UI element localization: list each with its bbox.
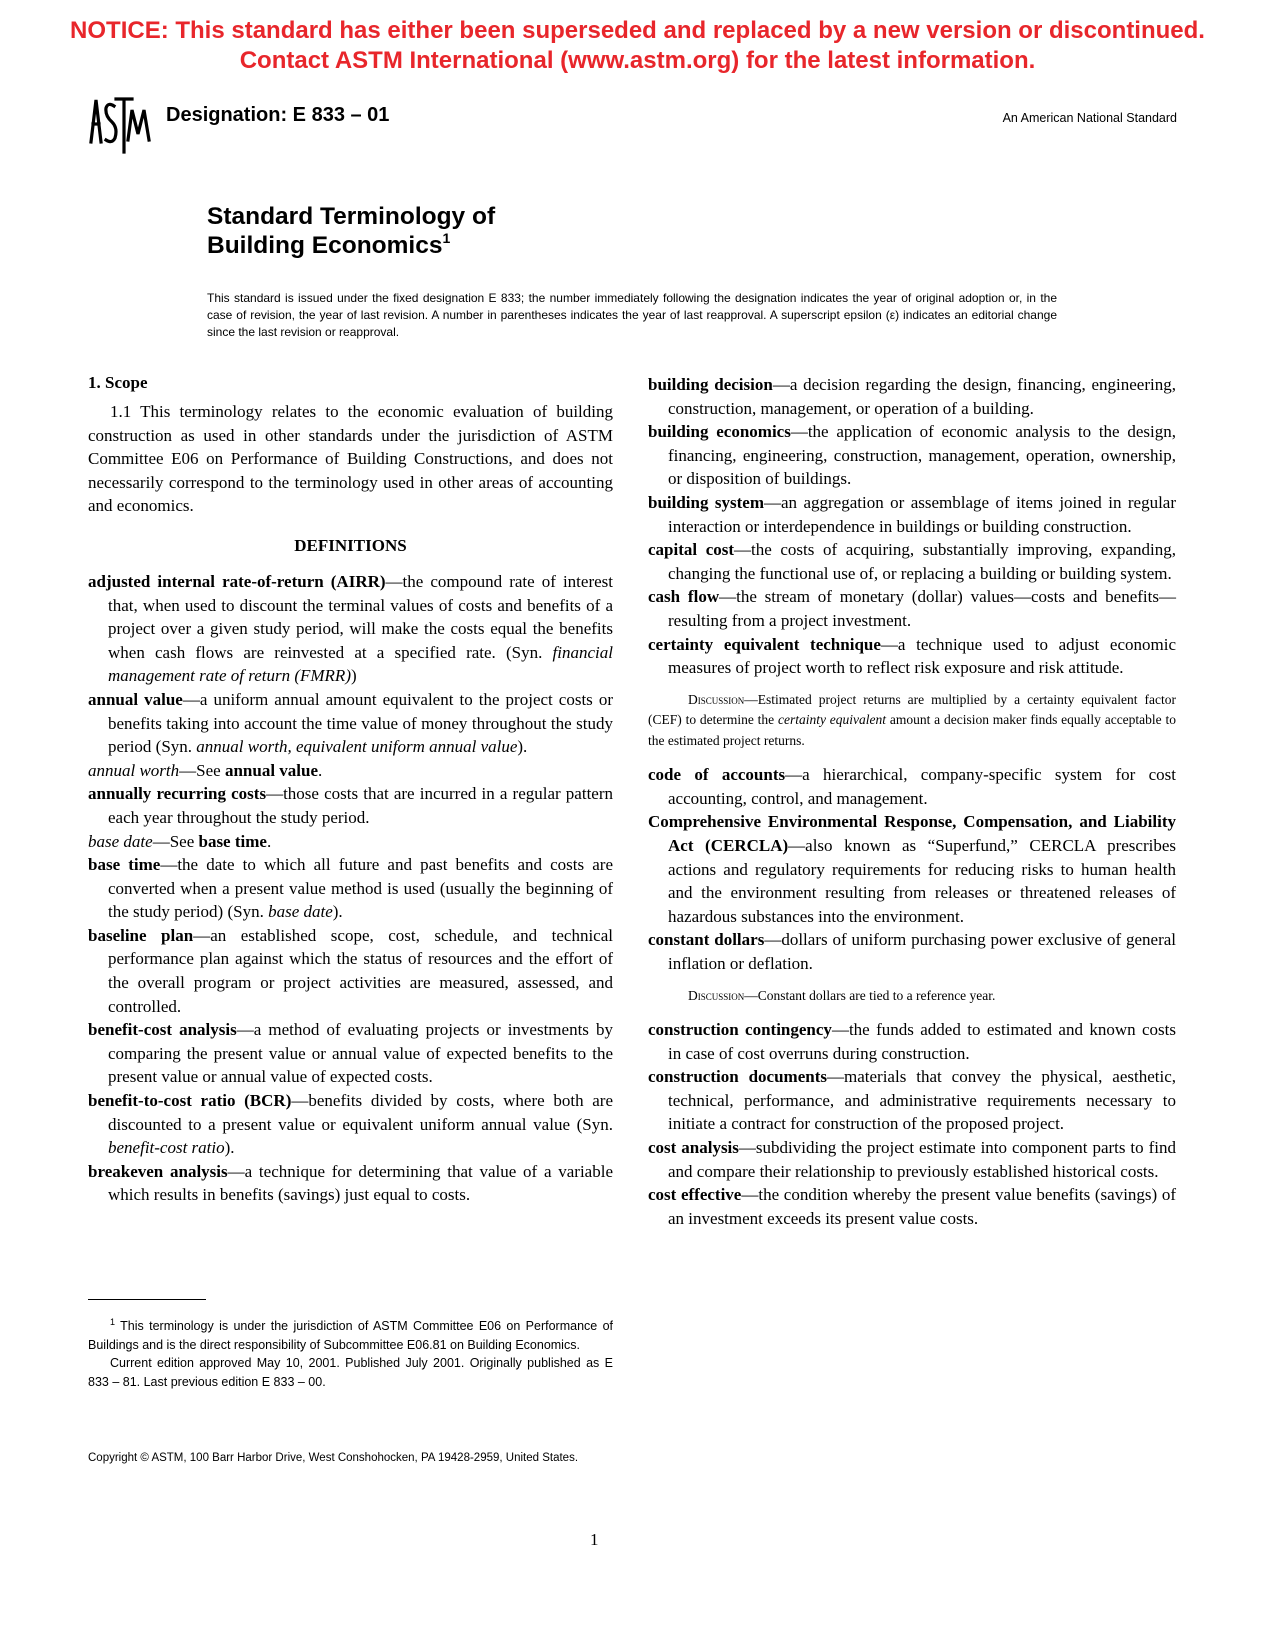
definition-entry: base time—the date to which all future and past benefits and costs are converted when a present value method is used (usually the beginning of the study period) (Syn. base date).	[88, 855, 613, 922]
issuance-statement: This standard is issued under the fixed designation E 833; the number immediately following the designation indicates the year of original adoption or, in the case of revision, the year of last revision. A number in parentheses indicates the year of last reapproval. A superscript epsilon (ε) indicates an editorial change since the last revision or reapproval.	[207, 291, 1057, 339]
definitions-heading: DEFINITIONS	[294, 535, 407, 555]
footnotes	[88, 1313, 613, 1391]
supersession-notice	[0, 16, 1275, 76]
definition-entry: benefit-cost analysis—a method of evaluating projects or investments by comparing the present value or annual value of expected benefits to the present value or annual value of expected costs.	[88, 1020, 613, 1087]
definition-entry: cost effective—the condition whereby the present value benefits (savings) of an investment exceeds its present value costs.	[648, 1185, 1176, 1228]
definition-entry: adjusted internal rate-of-return (AIRR)—the compound rate of interest that, when used to discount the terminal values of costs and benefits of a project over a given study period, will make the costs equal the benefits when cash flows are reinvested at a specified rate. (Syn. financial management rate of return (FMRR))	[88, 571, 613, 686]
definition-entry: annual worth—See annual value.	[88, 760, 323, 780]
notice-line-2: Contact ASTM International (www.astm.org) for the latest information.	[239, 47, 1036, 74]
definition-entry: building system—an aggregation or assemblage of items joined in regular interaction or interdependence in buildings or building construction.	[648, 492, 1177, 536]
definition-entry: constant dollars—dollars of uniform purchasing power exclusive of general inflation or deflation.	[648, 930, 1176, 973]
national-standard-label: An American National Standard	[1002, 111, 1177, 125]
definition-entry: capital cost—the costs of acquiring, substantially improving, expanding, changing the functional use of, or replacing a building or building system.	[648, 540, 1176, 583]
discussion-note: Discussion—Constant dollars are tied to a reference year.	[688, 987, 996, 1003]
definition-entry: construction documents—materials that convey the physical, aesthetic, technical, performance, and administrative requirements necessary to initiate a contract for construction of the proposed project.	[648, 1067, 1176, 1134]
designation: Designation: E 833 – 01	[166, 104, 390, 126]
definition-entry: baseline plan—an established scope, cost, schedule, and technical performance plan against which the status of resources and the effort of the overall program or project activities are measured, assessed, and controlled.	[88, 925, 613, 1016]
definition-entry: building economics—the application of economic analysis to the design, financing, engineering, construction, management, operation, ownership, or disposition of buildings.	[648, 422, 1176, 489]
footnote-divider	[88, 1299, 206, 1300]
title-line-1: Standard Terminology of	[207, 203, 496, 230]
definition-entry: cash flow—the stream of monetary (dollar) values—costs and benefits—resulting from a project investment.	[648, 587, 1176, 630]
definition-entry: benefit-to-cost ratio (BCR)—benefits divided by costs, where both are discounted to a present value or equivalent uniform annual value (Syn. benefit-cost ratio).	[88, 1091, 613, 1158]
left-column	[88, 373, 613, 1207]
page-title	[207, 202, 495, 260]
title-line-2: Building Economics	[207, 232, 443, 259]
definition-entry: cost analysis—subdividing the project estimate into component parts to find and compare their relationship to previously established historical costs.	[648, 1138, 1176, 1181]
definition-entry: Comprehensive Environmental Response, Compensation, and Liability Act (CERCLA)—also known as “Superfund,” CERCLA prescribes actions and regulatory requirements for reducing risks to human health and the environment resulting from releases or threatened releases of hazardous substances into the environment.	[648, 812, 1176, 926]
definition-entry: annual value—a uniform annual amount equivalent to the project costs or benefits taking into account the time value of money throughout the study period (Syn. annual worth, equivalent uniform annual value).	[88, 689, 614, 757]
page-number: 1	[590, 1530, 599, 1549]
definition-entry: code of accounts—a hierarchical, company-specific system for cost accounting, control, and management.	[648, 765, 1176, 808]
title-footnote-ref: 1	[442, 230, 451, 246]
scope-heading: 1. Scope	[88, 373, 148, 392]
copyright-line: Copyright © ASTM, 100 Barr Harbor Drive, West Conshohocken, PA 19428-2959, United States.	[88, 1452, 579, 1464]
notice-line-1: NOTICE: This standard has either been superseded and replaced by a new version or discontinued.	[70, 17, 1205, 44]
definition-entry: building decision—a decision regarding the design, financing, engineering, construction, management, or operation of a building.	[648, 375, 1176, 418]
definition-entry: certainty equivalent technique—a technique used to adjust economic measures of project worth to reflect risk exposure and risk attitude.	[648, 634, 1177, 678]
astm-logo	[88, 94, 152, 156]
definition-entry: annually recurring costs—those costs that are incurred in a regular pattern each year throughout the study period.	[88, 784, 613, 827]
footnote-edition: Current edition approved May 10, 2001. Published July 2001. Originally published as E 833 – 81. Last previous edition E 833 – 00.	[88, 1356, 613, 1389]
footnote-1: $^1$ This terminology is under the jurisdiction of ASTM Committee E06 on Performance of Buildings and is the direct responsibility of Subcommittee E06.81 on Building Economics.	[88, 1317, 613, 1352]
scope-paragraph: 1.1 This terminology relates to the economic evaluation of building construction as used in other standards under the jurisdiction of ASTM Committee E06 on Performance of Building Constructions, and does not necessarily correspond to the terminology used in other areas of accounting and economics.	[88, 402, 613, 516]
definition-entry: breakeven analysis—a technique for determining that value of a variable which results in benefits (savings) just equal to costs.	[88, 1161, 613, 1205]
discussion-note: Discussion—Estimated project returns are multiplied by a certainty equivalent factor (CEF) to determine the certainty equivalent amount a decision maker finds equally acceptable to the estimated project returns.	[648, 691, 1176, 748]
definition-entry: base date—See base time.	[88, 831, 272, 851]
right-column	[648, 373, 1176, 1230]
definition-entry: construction contingency—the funds added to estimated and known costs in case of cost overruns during construction.	[648, 1020, 1176, 1063]
